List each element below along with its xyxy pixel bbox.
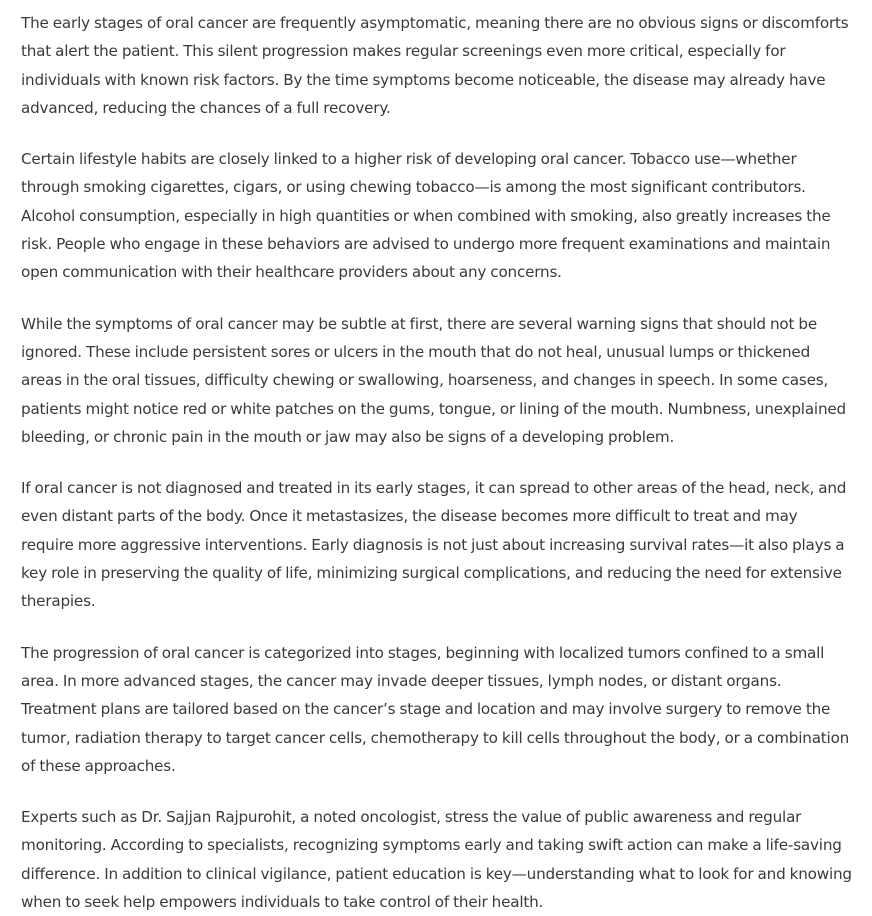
- paragraph-lifestyle-risks: Certain lifestyle habits are closely linked to a higher risk of developing oral cancer. Tobacco use—whether through smoking cigarettes, cigars, or using chewing tobacco—is among the most significant contributors. Alcohol consumption, especially in high quantities or when combined with smoking, also greatly increases the risk. People who engage in these behaviors are advised to undergo more frequent examinations and maintain open communication with their healthcare providers about any concerns.: [21, 150, 831, 282]
- paragraph-early-stages: The early stages of oral cancer are frequently asymptomatic, meaning there are no obvious signs or discomforts that alert the patient. This silent progression makes regular screenings even more critical, especially for individuals with known risk factors. By the time symptoms become noticeable, the disease may already have advanced, reducing the chances of a full recovery.: [21, 14, 849, 117]
- paragraph-early-diagnosis: If oral cancer is not diagnosed and treated in its early stages, it can spread to other areas of the head, neck, and even distant parts of the body. Once it metastasizes, the disease becomes more difficult to treat and may require more aggressive interventions. Early diagnosis is not just about increasing survival rates—it also plays a key role in preserving the quality of life, minimizing surgical complications, and reducing the need for extensive therapies.: [21, 479, 847, 611]
- paragraph-warning-signs: While the symptoms of oral cancer may be subtle at first, there are several warning signs that should not be ignored. These include persistent sores or ulcers in the mouth that do not heal, unusual lumps or thickened areas in the oral tissues, difficulty chewing or swallowing, hoarseness, and changes in speech. In some cases, patients might notice red or white patches on the gums, tongue, or lining of the mouth. Numbness, unexplained bleeding, or chronic pain in the mouth or jaw may also be signs of a developing problem.: [21, 314, 846, 446]
- paragraph-stages-treatment: The progression of oral cancer is categorized into stages, beginning with localized tumors confined to a small area. In more advanced stages, the cancer may invade deeper tissues, lymph nodes, or distant organs. Treatment plans are tailored based on the cancer’s stage and location and may involve surgery to remove the tumor, radiation therapy to target cancer cells, chemotherapy to kill cells throughout the body, or a combination of these approaches.: [21, 643, 850, 775]
- paragraph-expert-advice: Experts such as Dr. Sajjan Rajpurohit, a noted oncologist, stress the value of public awareness and regular monitoring. According to specialists, recognizing symptoms early and taking swift action can make a life-saving difference. In addition to clinical vigilance, patient education is key—understanding what to look for and knowing when to seek help empowers individuals to take control of their health.: [21, 808, 852, 912]
